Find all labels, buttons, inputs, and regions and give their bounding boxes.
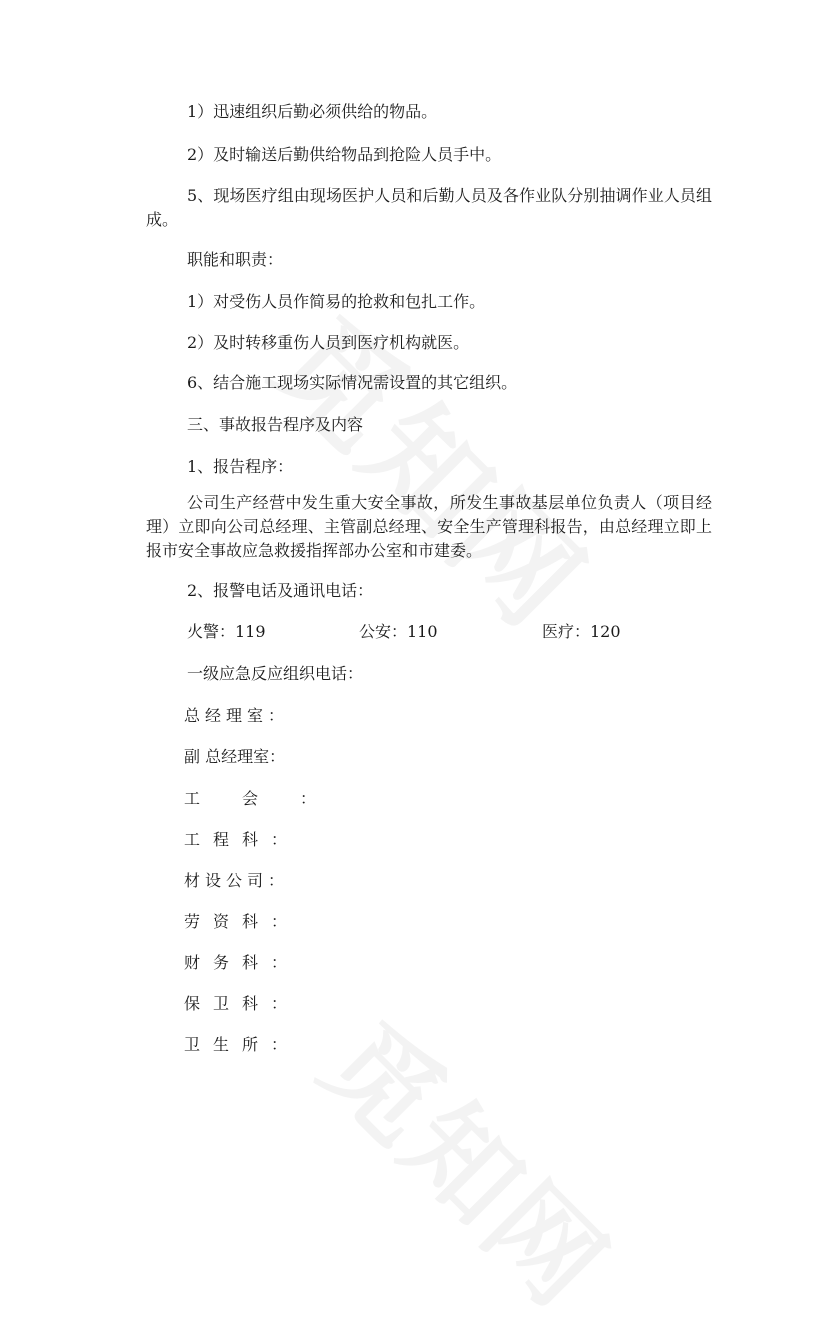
fire-phone: 火警：119 — [187, 622, 266, 641]
logistics-item-2: 2）及时输送后勤供给物品到抢险人员手中。 — [187, 145, 502, 164]
contact-labor: 劳资科： — [184, 912, 301, 931]
contact-engineering: 工程科： — [184, 830, 301, 849]
contact-security: 保卫科： — [184, 994, 301, 1013]
medical-team-paragraph: 5、现场医疗组由现场医护人员和后勤人员及各作业队分别抽调作业人员组成。 — [146, 186, 712, 229]
other-organization-item: 6、结合施工现场实际情况需设置的其它组织。 — [187, 373, 518, 392]
watermark — [294, 982, 648, 1336]
contact-clinic: 卫生所： — [184, 1035, 301, 1054]
level1-phone-heading: 一级应急反应组织电话： — [187, 664, 364, 683]
contact-materials-company: 材设公司： — [184, 871, 290, 890]
report-procedure-heading: 1、报告程序： — [187, 457, 294, 476]
contact-general-manager: 总经理室： — [184, 706, 290, 725]
report-procedure-paragraph: 公司生产经营中发生重大安全事故，所发生事故基层单位负责人（项目经理）立即向公司总经理、主管副总经理、安全生产管理科报告，由总经理立即上报市安全事故应急救援指挥部办公室和市建委。 — [146, 493, 712, 560]
duty-item-2: 2）及时转移重伤人员到医疗机构就医。 — [187, 333, 470, 352]
contact-union: 工会： — [184, 789, 359, 808]
contact-finance: 财务科： — [184, 953, 301, 972]
contact-deputy-manager: 副 总经理室： — [184, 747, 286, 766]
medical-phone: 医疗：120 — [542, 622, 621, 641]
logistics-item-1: 1）迅速组织后勤必须供给的物品。 — [187, 102, 438, 121]
section-heading: 三、事故报告程序及内容 — [187, 415, 364, 434]
emergency-phone-row — [187, 620, 687, 644]
phone-heading: 2、报警电话及通讯电话： — [187, 581, 374, 600]
duties-heading: 职能和职责： — [187, 250, 284, 269]
police-phone: 公安：110 — [359, 622, 438, 641]
duty-item-1: 1）对受伤人员作简易的抢救和包扎工作。 — [187, 292, 486, 311]
